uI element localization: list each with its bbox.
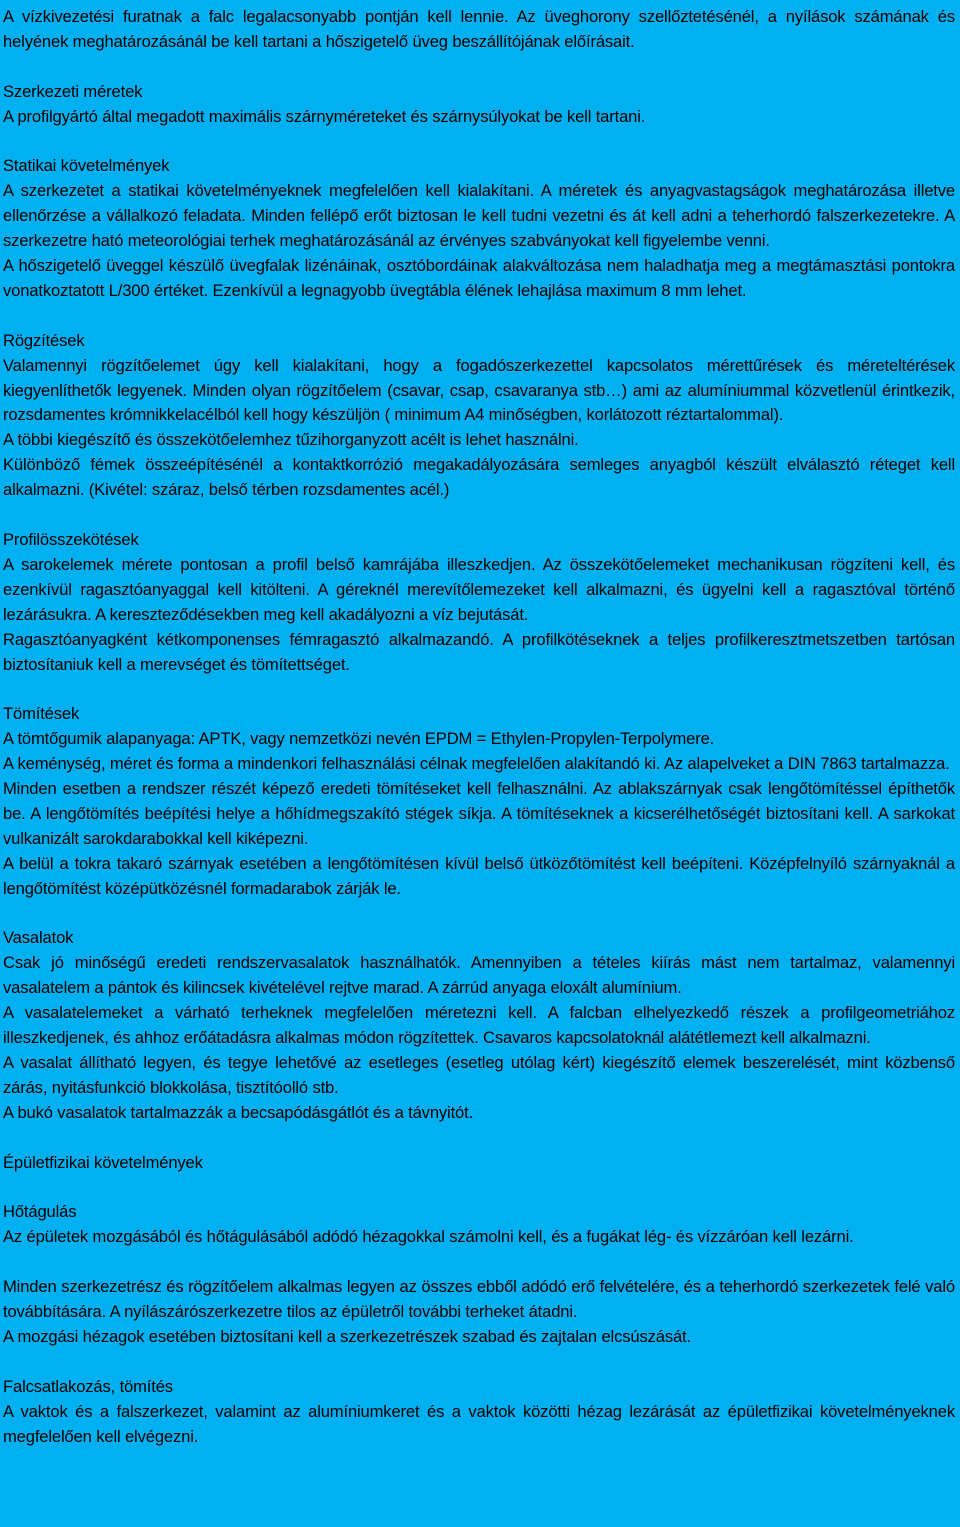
paragraph: A mozgási hézagok esetében biztosítani kell a szerkezetrészek szabad és zajtalan elcsúszását. <box>3 1326 691 1346</box>
section-heading: Épületfizikai követelmények <box>3 1152 203 1172</box>
paragraph: Minden szerkezetrész és rögzítőelem alkalmas legyen az összes ebből adódó erő felvételére, és a teherhordó szerkezetek felé való továbbítására. A nyílászárószerkezetre tilos az épületről további terheket átadni. <box>3 1277 955 1321</box>
paragraph: A profilgyártó által megadott maximális szárnyméreteket és szárnysúlyokat be kell tartani. <box>3 106 646 126</box>
paragraph: A tömtőgumik alapanyaga: APTK, vagy nemzetközi nevén EPDM = Ethylen-Propylen-Terpolymere. <box>3 729 715 749</box>
section-heading: Statikai követelmények <box>3 156 170 176</box>
paragraph: A vasalatelemeket a várható terheknek megfelelően méretezni kell. A falcban elhelyezkedő részek a profilgeometriához illeszkedjenek, és ahhoz erőátadásra alkalmas módon rögzítettek. Csavaros kapcsolatoknál alátétlemezt kell alkalmazni. <box>3 1003 955 1048</box>
paragraph: A szerkezetet a statikai követelményeknek megfelelően kell kialakítani. A méretek és anyagvastagságok meghatározása illetve ellenőrzése a vállalkozó feladata. Minden fellépő erőt biztosan le kell tudni vezetni és át kell adni a teherhordó falszerkezetekre. A szerkezetre ható meteorológiai terhek meghatározásánál az érvényes szabványokat kell figyelembe venni. <box>3 181 955 251</box>
section-heading: Vasalatok <box>3 928 74 948</box>
paragraph: A vasalat állítható legyen, és tegye lehetővé az esetleges (esetleg utólag kért) kiegészítő elemek beszerelését, mint közbenső zárás, nyitásfunkció blokkolása, tisztítóolló stb. <box>3 1052 955 1097</box>
section-heading: Rögzítések <box>3 330 85 350</box>
paragraph: Valamennyi rögzítőelemet úgy kell kialakítani, hogy a fogadószerkezettel kapcsolatos mérettűrések és méreteltérések kiegyenlíthetők legyenek. Minden olyan rögzítőelem (csavar, csap, csavaranya stb…) ami az alumíniummal közvetlenül érintkezik, rozsdamentes krómnikkelacélból kell hogy készüljön ( minimum A4 minőségben, korlátozott réztartalommal). <box>3 355 955 425</box>
section-heading: Profilösszekötések <box>3 529 139 549</box>
paragraph: Csak jó minőségű eredeti rendszervasalatok használhatók. Amennyiben a tételes kiírás mást nem tartalmaz, valamennyi vasalatelem a pántok és kilincsek kivételével rejtve marad. A zárrúd anyaga eloxált alumínium. <box>3 953 955 998</box>
paragraph: A keménység, méret és forma a mindenkori felhasználási célnak megfelelően alakítandó ki. Az alapelveket a DIN 7863 tartalmazza. <box>3 754 950 774</box>
paragraph: A hőszigetelő üveggel készülő üvegfalak lizénáinak, osztóbordáinak alakváltozása nem haladhatja meg a megtámasztási pontokra vonatkoztatott L/300 értéket. Ezenkívül a legnagyobb üvegtábla élének lehajlása maximum 8 mm lehet. <box>3 256 955 300</box>
paragraph: Minden esetben a rendszer részét képező eredeti tömítéseket kell felhasználni. Az ablakszárnyak csak lengőtömítéssel építhetők be. A lengőtömítés beépítési helye a hőhídmegszakító stégek síkja. A tömítéseknek a kicserélhetőségét biztosítani kell. A sarkokat vulkanizált sarokdarabokkal kell kiképezni. <box>3 779 955 848</box>
section-heading: Szerkezeti méretek <box>3 81 143 101</box>
paragraph: Ragasztóanyagként kétkomponenses fémragasztó alkalmazandó. A profilkötéseknek a teljes profilkeresztmetszetben tartósan biztosítaniuk kell a merevséget és tömítettséget. <box>3 629 955 674</box>
paragraph: A sarokelemek mérete pontosan a profil belső kamrájába illeszkedjen. Az összekötőelemeket mechanikusan rögzíteni kell, és ezenkívül ragasztóanyaggal kell kitölteni. A géreknél merevítőlemezeket kell alkalmazni, és ügyelni kell a ragasztóval történő lezárásukra. A kereszteződésekben meg kell akadályozni a víz bejutását. <box>3 554 955 624</box>
paragraph: Különböző fémek összeépítésénél a kontaktkorrózió megakadályozására semleges anyagból készült elválasztó réteget kell alkalmazni. (Kivétel: száraz, belső térben rozsdamentes acél.) <box>3 455 955 500</box>
paragraph: A vaktok és a falszerkezet, valamint az alumíniumkeret és a vaktok közötti hézag lezárását az épületfizikai követelményeknek megfelelően kell elvégezni. <box>3 1401 955 1446</box>
section-heading: Hőtágulás <box>3 1202 77 1222</box>
paragraph: A bukó vasalatok tartalmazzák a becsapódásgátlót és a távnyitót. <box>3 1102 474 1122</box>
section-heading: Tömítések <box>3 704 80 724</box>
paragraph: A többi kiegészítő és összekötőelemhez tűzihorganyzott acélt is lehet használni. <box>3 430 579 450</box>
section-heading: Falcsatlakozás, tömítés <box>3 1376 173 1396</box>
paragraph: A belül a tokra takaró szárnyak esetében a lengőtömítésen kívül belső ütközőtömítést kell beépíteni. Középfelnyíló szárnyaknál a lengőtömítést középütközésnél formadarabok zárják le. <box>3 853 955 898</box>
paragraph: A vízkivezetési furatnak a falc legalacsonyabb pontján kell lennie. Az üveghorony szellőztetésénél, a nyílások számának és helyének meghatározásánál be kell tartani a hőszigetelő üveg beszállítójának előírásait. <box>3 7 955 51</box>
paragraph: Az épületek mozgásából és hőtágulásából adódó hézagokkal számolni kell, és a fugákat lég- és vízzáróan kell lezárni. <box>3 1227 854 1247</box>
